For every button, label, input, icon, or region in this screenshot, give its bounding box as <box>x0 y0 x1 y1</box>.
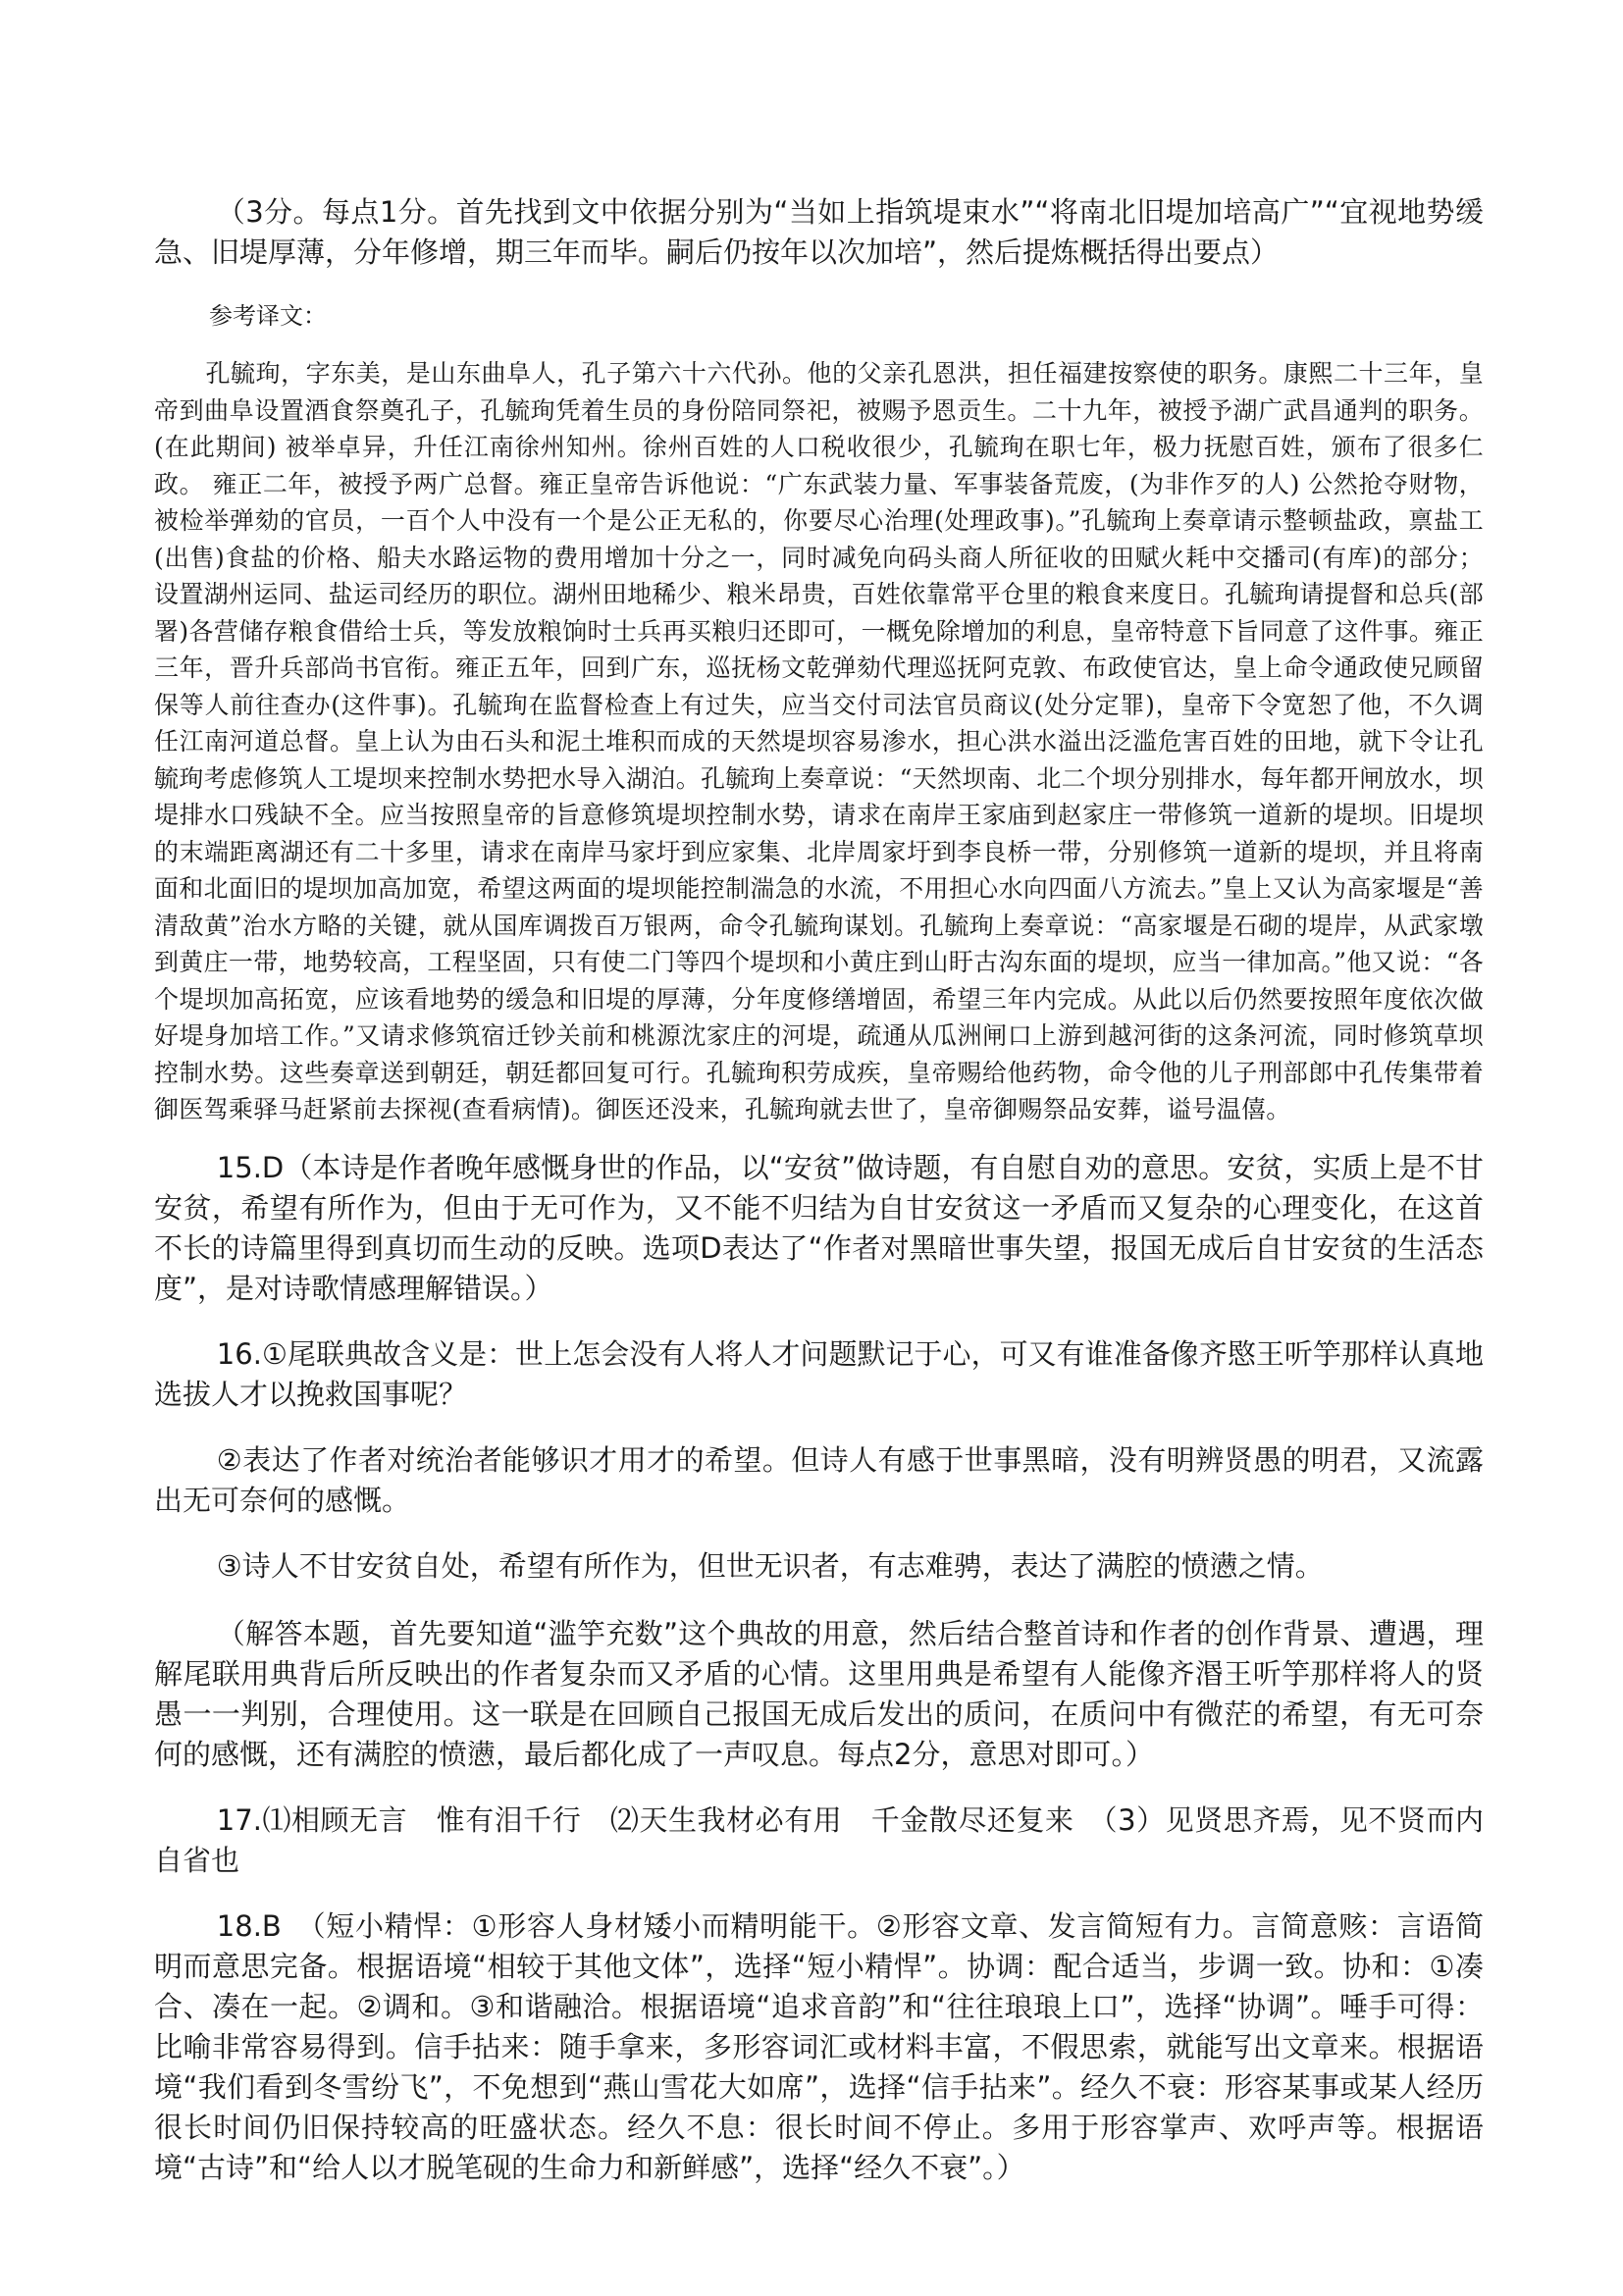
answer-18: 18.B （短小精悍：①形容人身材矮小而精明能干。②形容文章、发言简短有力。言简意赅：言语简明而意思完备。根据语境“相较于其他文体”，选择“短小精悍”。协调：配合适当，步调一致。协和：①凑合、凑在一起。②调和。③和谐融洽。根据语境“追求音韵”和“往往琅琅上口”，选择“协调”。唾手可得：比喻非常容易得到。信手拈来：随手拿来，多形容词汇或材料丰富，不假思索，就能写出文章来。根据语境“我们看到冬雪纷飞”，不免想到“燕山雪花大如席”，选择“信手拈来”。经久不衰：形容某事或某人经历很长时间仍旧保持较高的旺盛状态。经久不息：很长时间不停止。多用于形容掌声、欢呼声等。根据语境“古诗”和“给人以才脱笔砚的生命力和新鲜感”，选择“经久不衰”。） <box>154 1908 1484 2184</box>
reference-translation-title: 参考译文： <box>209 302 327 330</box>
page-content <box>154 192 1484 2188</box>
answer-16-point-1: 16.①尾联典故含义是：世上怎会没有人将人才问题默记于心，可又有谁准备像齐愍王听竽那样认真地选拔人才以挽救国事呢？ <box>154 1336 1484 1411</box>
answer-16-point-2: ②表达了作者对统治者能够识才用才的希望。但诗人有感于世事黑暗，没有明辨贤愚的明君，又流露出无可奈何的感慨。 <box>154 1442 1484 1517</box>
answer-17: 17.⑴相顾无言 惟有泪千行 ⑵天生我材必有用 千金散尽还复来 （3）见贤思齐焉，见不贤而内自省也 <box>154 1802 1484 1877</box>
answer-16-note: （解答本题，首先要知道“滥竽充数”这个典故的用意，然后结合整首诗和作者的创作背景、遭遇，理解尾联用典背后所反映出的作者复杂而又矛盾的心情。这里用典是希望有人能像齐湣王听竽那样将人的贤愚一一判别，合理使用。这一联是在回顾自己报国无成后发出的质问，在质问中有微茫的希望，有无可奈何的感慨，还有满腔的愤懑，最后都化成了一声叹息。每点2分，意思对即可。） <box>154 1616 1484 1771</box>
q13-note: （3分。每点1分。首先找到文中依据分别为“当如上指筑堤束水”“将南北旧堤加培高广”“宜视地势缓急、旧堤厚薄，分年修增，期三年而毕。嗣后仍按年以次加培”，然后提炼概括得出要点） <box>154 195 1484 269</box>
answer-16-point-3: ③诗人不甘安贫自处，希望有所作为，但世无识者，有志难骋，表达了满腔的愤懑之情。 <box>216 1548 1324 1583</box>
answer-15: 15.D（本诗是作者晚年感慨身世的作品，以“安贫”做诗题，有自慰自劝的意思。安贫，实质上是不甘安贫，希望有所作为，但由于无可作为，又不能不归结为自甘安贫这一矛盾而又复杂的心理变化，在这首不长的诗篇里得到真切而生动的反映。选项D表达了“作者对黑暗世事失望，报国无成后自甘安贫的生活态度”，是对诗歌情感理解错误。） <box>154 1150 1484 1305</box>
reference-translation-text: 孔毓珣，字东美，是山东曲阜人，孔子第六十六代孙。他的父亲孔恩洪，担任福建按察使的职务。康熙二十三年，皇帝到曲阜设置酒食祭奠孔子，孔毓珣凭着生员的身份陪同祭祀，被赐予恩贡生。二十九年，被授予湖广武昌通判的职务。(在此期间) 被举卓异，升任江南徐州知州。徐州百姓的人口税收很少，孔毓珣在职七年，极力抚慰百姓，颁布了很多仁政。 雍正二年，被授予两广总督。雍正皇帝告诉他说：“广东武装力量、军事装备荒废，(为非作歹的人) 公然抢夺财物，被检举弹劾的官员，一百个人中没有一个是公正无私的，你要尽心治理(处理政事)。”孔毓珣上奏章请示整顿盐政，禀盐工(出售)食盐的价格、船夫水路运物的费用增加十分之一，同时减免向码头商人所征收的田赋火耗中交播司(有库)的部分；设置湖州运同、盐运司经历的职位。湖州田地稀少、粮米昂贵，百姓依靠常平仓里的粮食来度日。孔毓珣请提督和总兵(部署)各营储存粮食借给士兵，等发放粮饷时士兵再买粮归还即可，一概免除增加的利息，皇帝特意下旨同意了这件事。雍正三年，晋升兵部尚书官衔。雍正五年，回到广东，巡抚杨文乾弹劾代理巡抚阿克敦、布政使官达，皇上命令通政使兄顾留保等人前往查办(这件事)。孔毓珣在监督检查上有过失，应当交付司法官员商议(处分定罪)，皇帝下令宽恕了他，不久调任江南河道总督。皇上认为由石头和泥土堆积而成的天然堤坝容易渗水，担心洪水溢出泛滥危害百姓的田地，就下令让孔毓珣考虑修筑人工堤坝来控制水势把水导入湖泊。孔毓珣上奏章说：“天然坝南、北二个坝分别排水，每年都开闸放水，坝堤排水口残缺不全。应当按照皇帝的旨意修筑堤坝控制水势，请求在南岸王家庙到赵家庄一带修筑一道新的堤坝。旧堤坝的末端距离湖还有二十多里，请求在南岸马家圩到应家集、北岸周家圩到李良桥一带，分别修筑一道新的堤坝，并且将南面和北面旧的堤坝加高加宽，希望这两面的堤坝能控制湍急的水流，不用担心水向四面八方流去。”皇上又认为高家堰是“善清敌黄”治水方略的关键，就从国库调拨百万银两，命令孔毓珣谋划。孔毓珣上奏章说：“高家堰是石砌的堤岸，从武家墩到黄庄一带，地势较高，工程坚固，只有使二门等四个堤坝和小黄庄到山盱古沟东面的堤坝，应当一律加高。”他又说：“各个堤坝加高拓宽，应该看地势的缓急和旧堤的厚薄，分年度修缮增固，希望三年内完成。从此以后仍然要按照年度依次做好堤身加培工作。”又请求修筑宿迁钞关前和桃源沈家庄的河堤，疏通从瓜洲闸口上游到越河街的这条河流，同时修筑草坝控制水势。这些奏章送到朝廷，朝廷都回复可行。孔毓珣积劳成疾，皇帝赐给他药物，命令他的儿子刑部郎中孔传集带着御医驾乘驿马赶紧前去探视(查看病情)。御医还没来，孔毓珣就去世了，皇帝御赐祭品安葬，谥号温僖。 <box>154 359 1484 1123</box>
